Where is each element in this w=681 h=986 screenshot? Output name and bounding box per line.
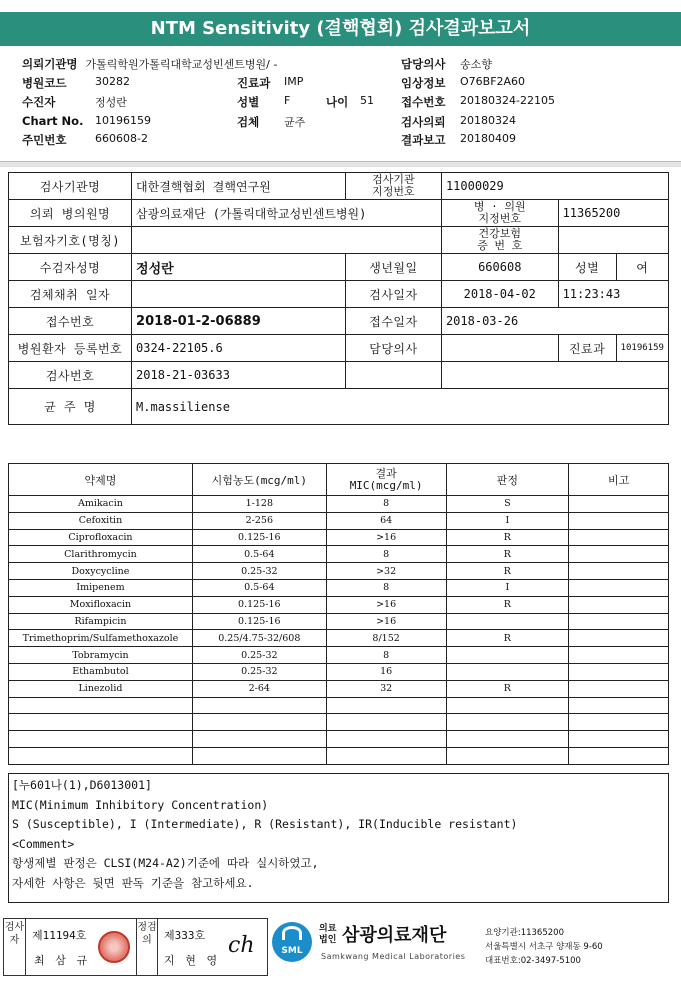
drug-note	[569, 613, 669, 630]
health-value	[558, 227, 668, 254]
drug-name: Linezolid	[9, 680, 193, 697]
drug-conc: 0.125-16	[192, 613, 326, 630]
drug-empty-cell	[192, 747, 326, 764]
header-sex: 성별	[237, 95, 260, 109]
drug-mic: >16	[326, 529, 446, 546]
header-doctor-value: 송소향	[460, 58, 492, 71]
drug-mic: >16	[326, 613, 446, 630]
drug-empty-cell	[569, 747, 669, 764]
reviewer-no: 제333호	[164, 929, 206, 942]
health-label: 건강보험 증 번 호	[441, 227, 558, 254]
drug-conc: 0.25-32	[192, 647, 326, 664]
drug-note	[569, 496, 669, 513]
drug-name: Amikacin	[9, 496, 193, 513]
sml-logo: SML	[272, 922, 312, 962]
info-row	[9, 173, 669, 200]
drug-note	[569, 579, 669, 596]
drug-row-empty	[9, 747, 669, 764]
drug-note	[569, 680, 669, 697]
drug-empty-cell	[9, 697, 193, 714]
drug-conc: 0.25-32	[192, 663, 326, 680]
drug-judge: I	[446, 512, 569, 529]
drug-mic: >16	[326, 596, 446, 613]
examiner-seal	[98, 931, 130, 963]
receipt-date-value: 2018-03-26	[441, 308, 668, 335]
drug-empty-cell	[326, 731, 446, 748]
drug-empty-cell	[446, 697, 569, 714]
hosp-value: 삼광의료재단 (가톨릭대학교성빈센트병원)	[132, 200, 442, 227]
drug-row	[9, 647, 669, 664]
header-receipt: 접수번호	[401, 95, 446, 109]
header-chart-value: 10196159	[95, 114, 151, 127]
drug-name: Moxifloxacin	[9, 596, 193, 613]
header-dept: 진료과	[237, 76, 271, 90]
hosp-code-value: 11365200	[558, 200, 668, 227]
drug-empty-cell	[326, 747, 446, 764]
comment-text: 자세한 사항은 뒷면 판독 기준을 참고하세요.	[12, 875, 254, 890]
drug-mic: 64	[326, 512, 446, 529]
dept-label: 진료과	[558, 335, 616, 362]
col-note: 비고	[569, 464, 669, 496]
drug-name: Rifampicin	[9, 613, 193, 630]
strain-value: M.massiliense	[132, 389, 669, 425]
strain-label: 균 주 명	[9, 389, 132, 425]
drug-name: Clarithromycin	[9, 546, 193, 563]
col-mic: 결과 MIC(mcg/ml)	[326, 464, 446, 496]
org-phone: 대표번호:02-3497-5100	[485, 956, 581, 966]
hosp-code-label: 병 · 의원 지정번호	[441, 200, 558, 227]
collect-value	[132, 281, 346, 308]
drug-row	[9, 663, 669, 680]
org-code: 요양기관:11365200	[485, 928, 564, 938]
drug-conc: 0.5-64	[192, 579, 326, 596]
drug-note	[569, 563, 669, 580]
header-sex-value: F	[284, 94, 291, 107]
sex-label: 성별	[558, 254, 616, 281]
drug-note	[569, 630, 669, 647]
collect-label: 검체채취 일자	[9, 281, 132, 308]
drug-name: Imipenem	[9, 579, 193, 596]
drug-judge: I	[446, 579, 569, 596]
drug-mic: 32	[326, 680, 446, 697]
drug-row	[9, 680, 669, 697]
col-judge: 판정	[446, 464, 569, 496]
drug-name: Ciprofloxacin	[9, 529, 193, 546]
report-footer	[0, 918, 681, 986]
drug-name: Cefoxitin	[9, 512, 193, 529]
info-row	[9, 362, 669, 389]
drug-empty-cell	[569, 697, 669, 714]
org-name: 삼광의료재단	[342, 925, 447, 946]
test-date-value: 2018-04-02	[441, 281, 558, 308]
testno-value: 2018-21-03633	[132, 362, 346, 389]
header-request-value: 20180324	[460, 114, 516, 127]
inst-value: 대한결핵협회 결핵연구원	[132, 173, 346, 200]
info-row	[9, 389, 669, 425]
drug-table	[8, 463, 669, 765]
drug-empty-cell	[192, 714, 326, 731]
info-row	[9, 227, 669, 254]
drug-empty-cell	[569, 714, 669, 731]
drug-name: Trimethoprim/Sulfamethoxazole	[9, 630, 193, 647]
drug-name: Ethambutol	[9, 663, 193, 680]
drug-empty-cell	[9, 714, 193, 731]
drug-mic: 8/152	[326, 630, 446, 647]
insur-label: 보험자기호(명칭)	[9, 227, 132, 254]
drug-mic: 8	[326, 546, 446, 563]
drug-note	[569, 529, 669, 546]
org-name-en: Samkwang Medical Laboratories	[321, 952, 466, 961]
drug-judge	[446, 663, 569, 680]
patient-value: 정성란	[132, 254, 346, 281]
header-clinical: 임상정보	[401, 76, 446, 90]
drug-conc: 2-64	[192, 680, 326, 697]
drug-empty-cell	[326, 714, 446, 731]
drug-row	[9, 529, 669, 546]
drug-conc: 0.25/4.75-32/608	[192, 630, 326, 647]
drug-conc: 0.25-32	[192, 563, 326, 580]
drug-empty-cell	[192, 697, 326, 714]
header-rrn-value: 660608-2	[95, 132, 148, 145]
drug-table-body	[9, 496, 669, 765]
comment-text: 항생제별 판정은 CLSI(M24-A2)기준에 따라 실시하였고,	[12, 856, 319, 870]
header-receipt-value: 20180324-22105	[460, 94, 555, 107]
header-patient: 수진자	[22, 95, 56, 109]
examiner-name: 최 삼 규	[34, 954, 90, 967]
drug-row-empty	[9, 697, 669, 714]
drug-name: Tobramycin	[9, 647, 193, 664]
drug-row	[9, 596, 669, 613]
info-row	[9, 254, 669, 281]
header-clinical-value: O76BF2A60	[460, 75, 526, 88]
header-chart: Chart No.	[22, 114, 84, 128]
drug-row	[9, 563, 669, 580]
drug-mic: 8	[326, 647, 446, 664]
hosp-label: 의뢰 병의원명	[9, 200, 132, 227]
doctor-label: 담당의사	[345, 335, 441, 362]
drug-note	[569, 647, 669, 664]
header-specimen-value: 균주	[284, 116, 306, 129]
reviewer-name: 지 현 영	[164, 954, 220, 967]
drug-conc: 0.5-64	[192, 546, 326, 563]
drug-judge: R	[446, 630, 569, 647]
drug-conc: 0.125-16	[192, 529, 326, 546]
testno-label: 검사번호	[9, 362, 132, 389]
drug-judge: R	[446, 680, 569, 697]
drug-judge: R	[446, 529, 569, 546]
drug-empty-cell	[446, 731, 569, 748]
signature-box	[3, 918, 268, 976]
drug-judge: R	[446, 563, 569, 580]
sex-value: 여	[616, 254, 668, 281]
drug-judge: R	[446, 546, 569, 563]
comment-legend: S (Susceptible), I (Intermediate), R (Resistant), IR(Inducible resistant)	[12, 817, 518, 831]
drug-table-header	[9, 464, 669, 496]
comment-heading: <Comment>	[12, 836, 75, 851]
drug-note	[569, 663, 669, 680]
drug-note	[569, 596, 669, 613]
col-drug: 약제명	[9, 464, 193, 496]
header-report: 결과보고	[401, 133, 446, 147]
reg-value: 0324-22105.6	[132, 335, 346, 362]
header-rrn: 주민번호	[22, 133, 67, 147]
drug-mic: 8	[326, 496, 446, 513]
sml-logo-wave	[282, 926, 302, 940]
header-patient-value: 정성란	[95, 96, 127, 109]
drug-row	[9, 630, 669, 647]
header-age-value: 51	[360, 94, 374, 107]
drug-empty-cell	[569, 731, 669, 748]
drug-row	[9, 512, 669, 529]
doctor-value	[441, 335, 558, 362]
examiner-label: 검사자	[4, 919, 26, 975]
inst-label: 검사기관명	[9, 173, 132, 200]
drug-row	[9, 496, 669, 513]
header-age: 나이	[326, 95, 349, 109]
drug-note	[569, 512, 669, 529]
drug-mic: 8	[326, 579, 446, 596]
drug-judge	[446, 647, 569, 664]
receipt-label: 접수번호	[9, 308, 132, 335]
drug-mic: >32	[326, 563, 446, 580]
header-doctor: 담당의사	[401, 57, 446, 71]
drug-judge: R	[446, 596, 569, 613]
test-date-label: 검사일자	[345, 281, 441, 308]
comment-box	[8, 773, 669, 903]
report-title: NTM Sensitivity (결핵협회) 검사결과보고서	[0, 12, 681, 46]
drug-empty-cell	[9, 731, 193, 748]
header-code: 병원코드	[22, 76, 67, 90]
drug-name: Doxycycline	[9, 563, 193, 580]
drug-judge	[446, 613, 569, 630]
insur-value	[132, 227, 442, 254]
drug-mic: 16	[326, 663, 446, 680]
header-specimen: 검체	[237, 115, 260, 129]
header-inst: 의뢰기관명 가톨릭학원가톨릭대학교성빈센트병원/ -	[22, 57, 278, 71]
examiner-no: 제11194호	[32, 929, 87, 942]
header-code-value: 30282	[95, 75, 130, 88]
comment-code: [누601나(1),D6013001]	[12, 778, 152, 792]
drug-row	[9, 579, 669, 596]
header-dept-value: IMP	[284, 75, 304, 88]
col-conc: 시험농도(mcg/ml)	[192, 464, 326, 496]
patient-label: 수검자성명	[9, 254, 132, 281]
receipt-date-label: 접수일자	[345, 308, 441, 335]
drug-row	[9, 546, 669, 563]
drug-row	[9, 613, 669, 630]
info-table	[8, 172, 669, 425]
test-time-value: 11:23:43	[558, 281, 668, 308]
drug-judge: S	[446, 496, 569, 513]
reviewer-signature: ch	[228, 933, 255, 958]
dob-label: 생년월일	[345, 254, 441, 281]
drug-note	[569, 546, 669, 563]
org-prefix: 의료 법인	[319, 924, 337, 945]
header-report-value: 20180409	[460, 132, 516, 145]
drug-row-empty	[9, 714, 669, 731]
reg-label: 병원환자 등록번호	[9, 335, 132, 362]
header-request: 검사의뢰	[401, 115, 446, 129]
drug-empty-cell	[446, 714, 569, 731]
section-divider	[0, 161, 681, 167]
reviewer-label: 정검의	[136, 919, 158, 975]
drug-row-empty	[9, 731, 669, 748]
info-row	[9, 335, 669, 362]
drug-conc: 1-128	[192, 496, 326, 513]
info-row	[9, 308, 669, 335]
drug-conc: 2-256	[192, 512, 326, 529]
drug-empty-cell	[9, 747, 193, 764]
org-address: 서울특별시 서초구 양재동 9-60	[485, 942, 603, 952]
comment-mic: MIC(Minimum Inhibitory Concentration)	[12, 797, 269, 812]
inst-code-label: 검사기관 지정번호	[345, 173, 441, 200]
drug-empty-cell	[446, 747, 569, 764]
drug-conc: 0.125-16	[192, 596, 326, 613]
drug-empty-cell	[192, 731, 326, 748]
dept-value: 10196159	[616, 335, 668, 362]
info-row	[9, 281, 669, 308]
inst-code-value: 11000029	[441, 173, 668, 200]
info-row	[9, 200, 669, 227]
receipt-value: 2018-01-2-06889	[132, 308, 346, 335]
drug-empty-cell	[326, 697, 446, 714]
dob-value: 660608	[441, 254, 558, 281]
